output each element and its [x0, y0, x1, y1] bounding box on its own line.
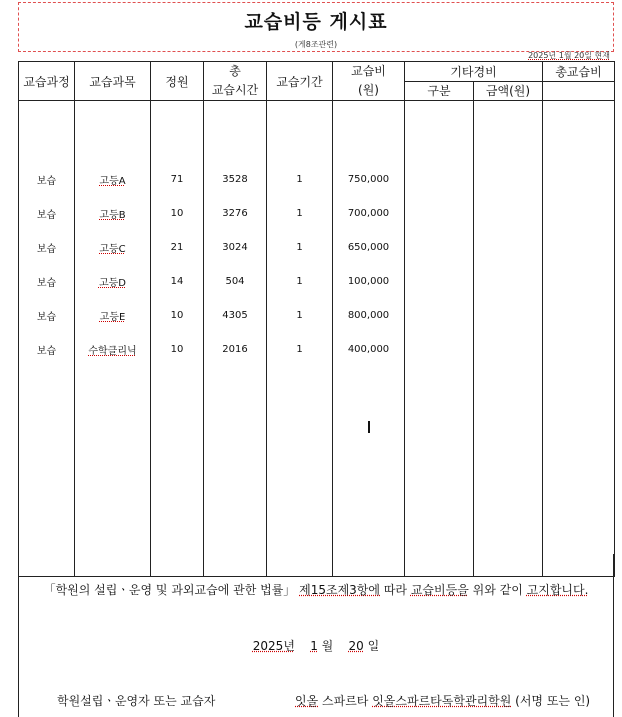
header-fee — [333, 62, 405, 101]
title-frame — [18, 2, 614, 52]
cell-course: 보습 — [19, 162, 75, 196]
cell-amount — [474, 162, 543, 196]
notice-fees: 교습비등을 — [410, 583, 469, 597]
cell-total-fee — [543, 264, 615, 298]
notice-as-above: 위와 같이 — [472, 583, 523, 597]
cell-fee: 400,000 — [333, 332, 405, 366]
cell-hours: 3276 — [204, 196, 267, 230]
footer-section — [18, 554, 614, 717]
page-title: 교습비등 게시표 — [244, 11, 388, 33]
cell-category — [405, 162, 474, 196]
header-fee-line1: 교습비 — [351, 64, 386, 78]
cell-fee: 800,000 — [333, 298, 405, 332]
cell-period: 1 — [267, 264, 333, 298]
cell-course: 보습 — [19, 196, 75, 230]
cell-fee: 750,000 — [333, 162, 405, 196]
cell-amount — [474, 230, 543, 264]
header-category: 구분 — [405, 81, 474, 101]
table-row — [19, 298, 615, 332]
cell-total-fee — [543, 196, 615, 230]
cell-subject: 고등C — [75, 230, 151, 264]
header-total-fee-blank — [543, 81, 615, 101]
fee-table — [18, 61, 615, 577]
header-fee-line2: (원) — [358, 83, 379, 97]
page-subtitle: (게8조관련) — [294, 40, 338, 49]
footer-date-day-unit: 일 — [367, 639, 380, 653]
cell-period: 1 — [267, 162, 333, 196]
table-spacer-row — [19, 101, 615, 163]
cell-total-fee — [543, 298, 615, 332]
cell-hours: 3528 — [204, 162, 267, 196]
header-period: 교습기간 — [267, 62, 333, 101]
table-row — [19, 264, 615, 298]
cell-amount — [474, 196, 543, 230]
cell-hours: 4305 — [204, 298, 267, 332]
table-row — [19, 230, 615, 264]
cell-category — [405, 196, 474, 230]
table-row — [19, 196, 615, 230]
cell-amount — [474, 332, 543, 366]
cell-subject: 고등E — [75, 298, 151, 332]
cell-amount — [474, 298, 543, 332]
cell-subject: 고등B — [75, 196, 151, 230]
header-total-hours-line1: 총 — [229, 64, 241, 78]
table-filler-row — [19, 366, 615, 577]
cell-period: 1 — [267, 230, 333, 264]
notice-law: 「학원의 설립ㆍ운영 및 과외교습에 관한 법률」 — [43, 583, 296, 597]
signature-line — [295, 692, 590, 709]
cell-capacity: 14 — [151, 264, 204, 298]
cell-capacity: 21 — [151, 230, 204, 264]
cell-hours: 2016 — [204, 332, 267, 366]
signature-sparta: 스파르타 — [322, 694, 369, 708]
cell-period: 1 — [267, 332, 333, 366]
cell-total-fee — [543, 332, 615, 366]
cell-hours: 3024 — [204, 230, 267, 264]
cell-hours: 504 — [204, 264, 267, 298]
text-cursor — [368, 421, 370, 433]
header-total-hours-line2: 교습시간 — [211, 83, 259, 97]
cell-course: 보습 — [19, 230, 75, 264]
cell-course: 보습 — [19, 298, 75, 332]
header-subject: 교습과목 — [75, 62, 151, 101]
header-other-expenses: 기타경비 — [405, 62, 543, 82]
signature-sign-or-seal: (서명 또는 인) — [515, 694, 591, 708]
cell-fee: 700,000 — [333, 196, 405, 230]
footer-date-month-unit: 월 — [321, 639, 334, 653]
signature-brand: 잇올 — [295, 694, 319, 708]
cell-period: 1 — [267, 298, 333, 332]
footer-date-day: 20 — [348, 639, 364, 653]
signer-label: 학원설립ㆍ운영자 또는 교습자 — [57, 694, 216, 708]
cell-course: 보습 — [19, 332, 75, 366]
header-course: 교습과정 — [19, 62, 75, 101]
cell-course: 보습 — [19, 264, 75, 298]
cell-category — [405, 230, 474, 264]
table-row — [19, 162, 615, 196]
header-total-fee: 총교습비 — [543, 62, 615, 82]
cell-capacity: 10 — [151, 332, 204, 366]
cell-subject: 고등D — [75, 264, 151, 298]
cell-subject: 고등A — [75, 162, 151, 196]
cell-total-fee — [543, 230, 615, 264]
footer-date — [19, 637, 613, 654]
cell-capacity: 10 — [151, 196, 204, 230]
notice-announce: 고지합니다. — [526, 583, 589, 597]
date-current: 2025년 1월 20일 현재 — [528, 51, 610, 60]
table-row — [19, 332, 615, 366]
header-capacity: 정원 — [151, 62, 204, 101]
notice-according: 따라 — [383, 583, 408, 597]
cell-period: 1 — [267, 196, 333, 230]
cell-capacity: 71 — [151, 162, 204, 196]
cell-capacity: 10 — [151, 298, 204, 332]
cell-amount — [474, 264, 543, 298]
cell-fee: 100,000 — [333, 264, 405, 298]
cell-total-fee — [543, 162, 615, 196]
cell-category — [405, 264, 474, 298]
header-amount: 금액(원) — [474, 81, 543, 101]
cell-fee: 650,000 — [333, 230, 405, 264]
footer-date-year: 2025년 — [252, 639, 295, 653]
signature-academy-name: 잇올스파르타독학관리학원 — [372, 694, 512, 708]
cell-category — [405, 332, 474, 366]
legal-notice — [19, 581, 613, 598]
cell-subject: 수학클리닉 — [75, 332, 151, 366]
footer-date-month: 1 — [310, 639, 318, 653]
cell-category — [405, 298, 474, 332]
header-total-hours — [204, 62, 267, 101]
notice-article: 제15조제3항에 — [299, 583, 380, 597]
